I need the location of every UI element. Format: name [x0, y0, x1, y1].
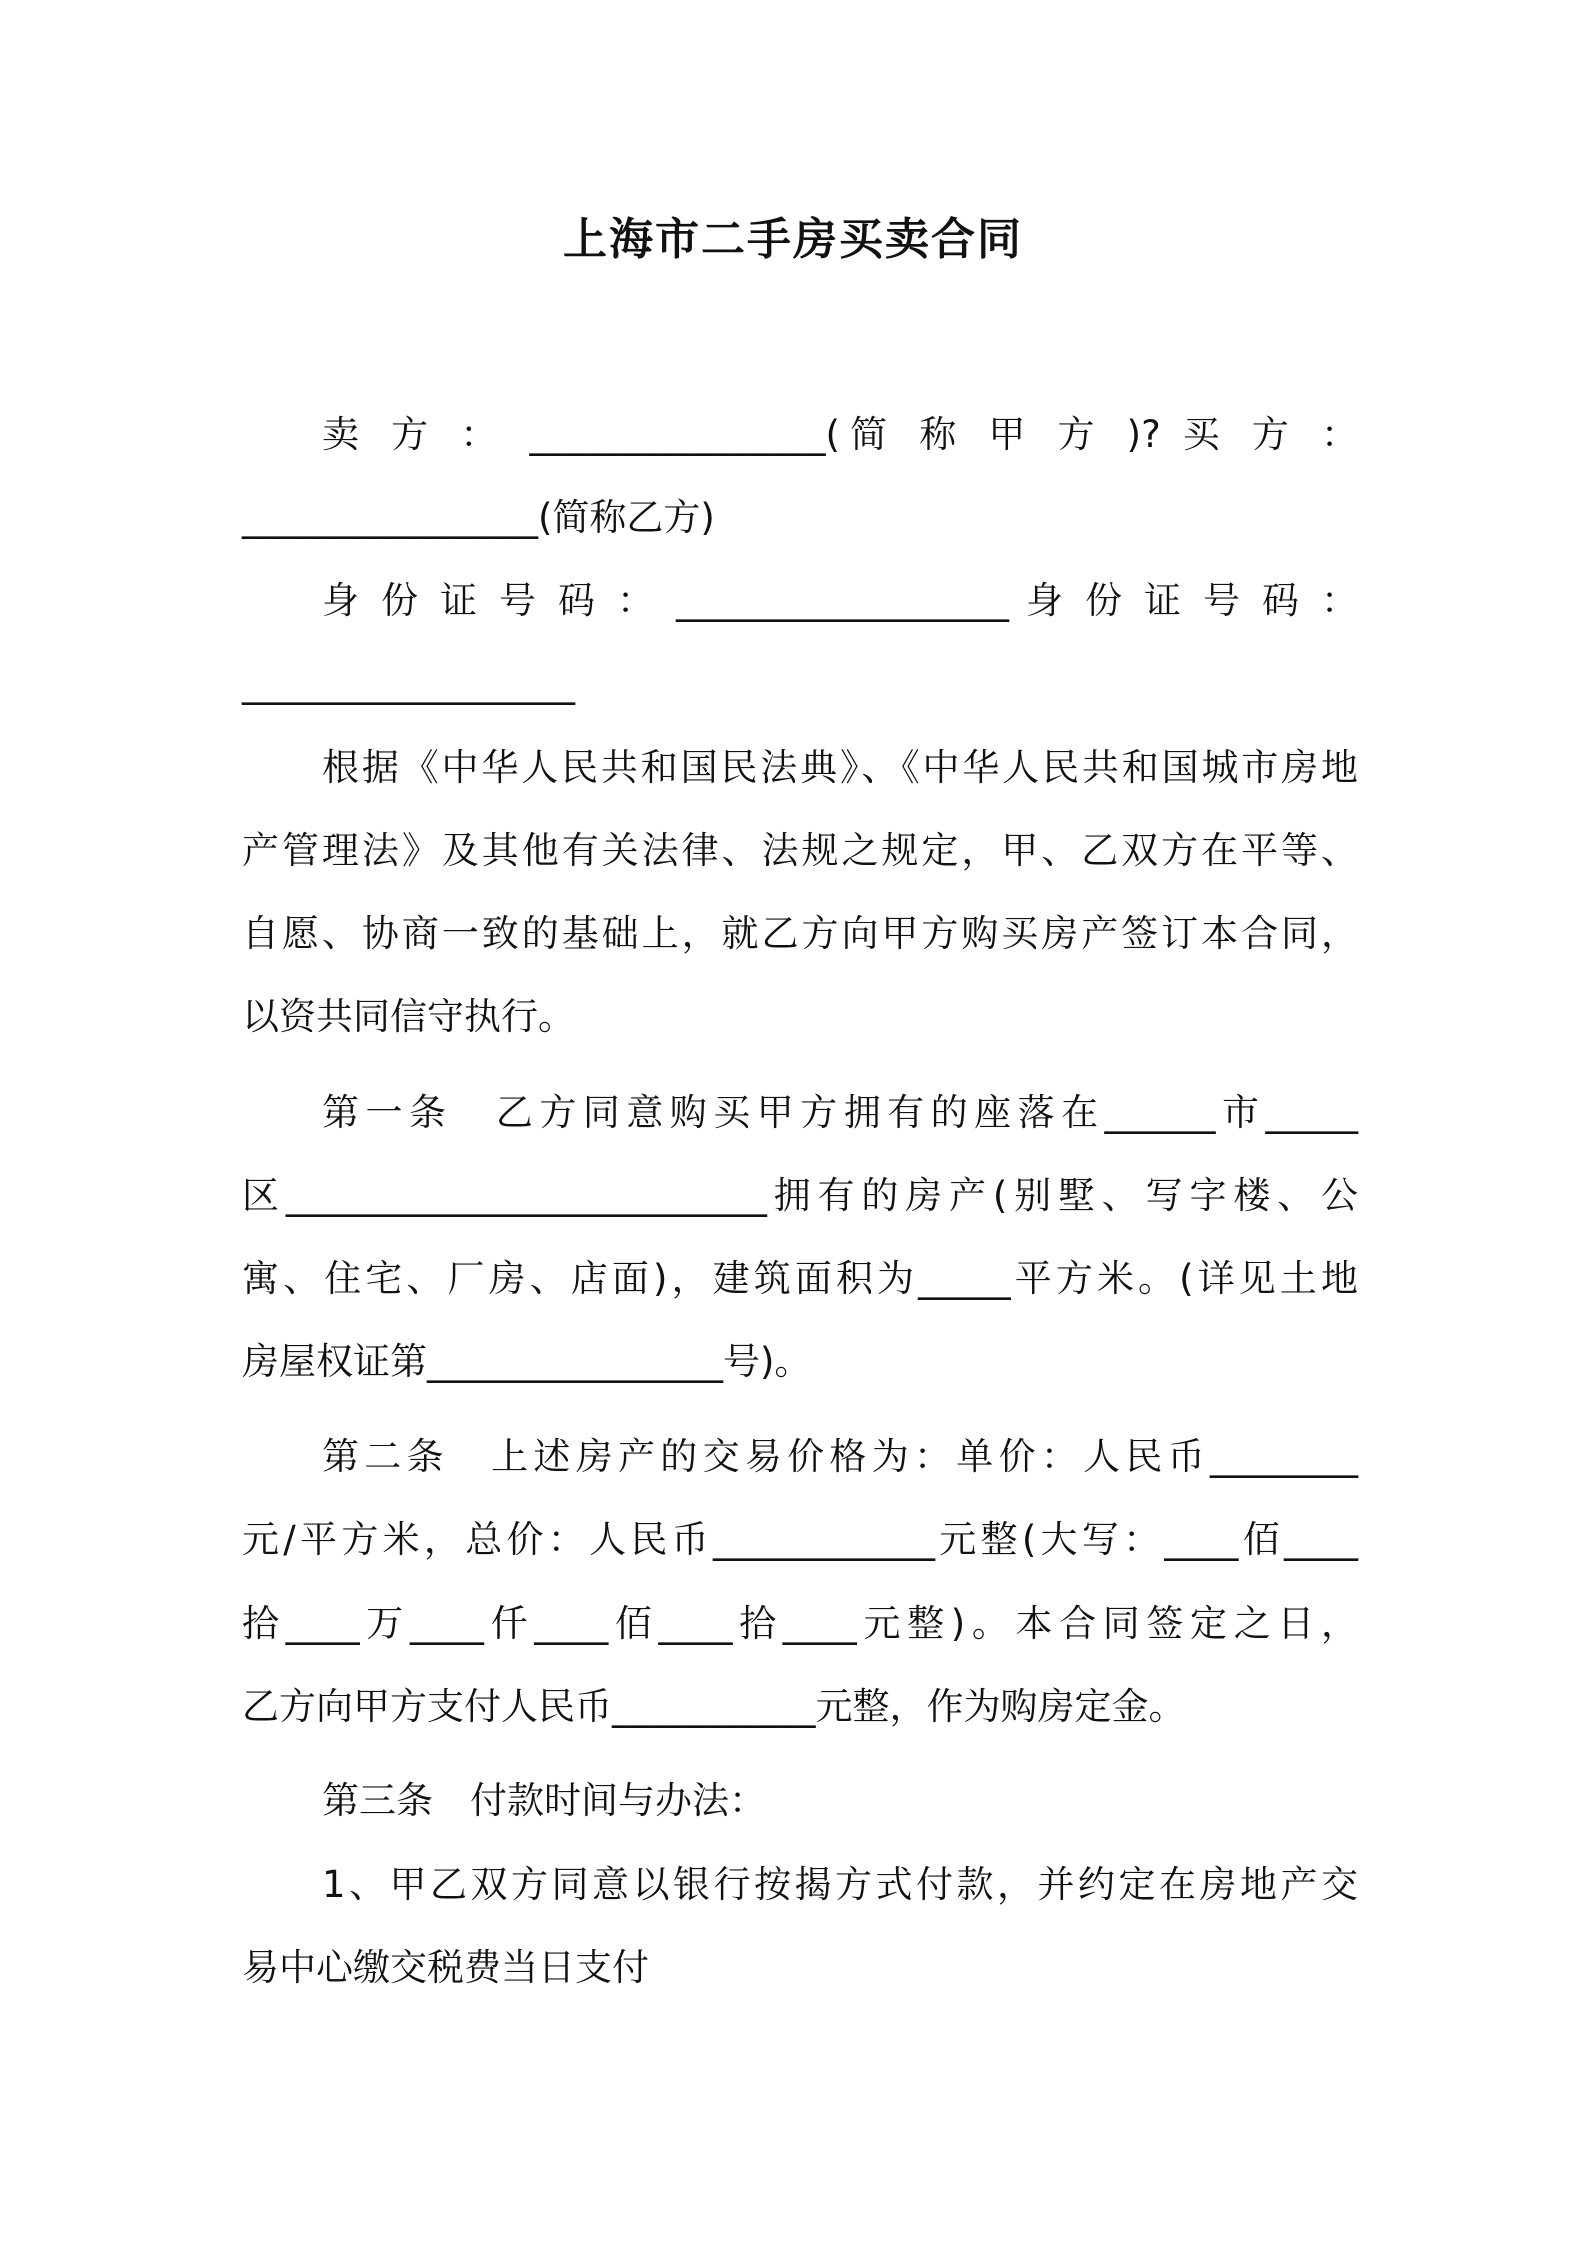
article-2-line-1: 第二条 上述房产的交易价格为：单价：人民币________ — [322, 1435, 1358, 1478]
article-1-line-1: 第一条 乙方同意购买甲方拥有的座落在______市_____ — [322, 1091, 1358, 1134]
buyer-abbrev-line: ________________(简称乙方) — [242, 496, 715, 539]
article-1-line-4: 房屋权证第________________号)。 — [242, 1340, 812, 1383]
preamble-line-3: 自愿、协商一致的基础上，就乙方向甲方购买房产签订本合同， — [242, 912, 1358, 955]
article-3-heading: 第三条 付款时间与办法： — [322, 1779, 766, 1822]
preamble-line-2: 产管理法》及其他有关法律、法规之规定，甲、乙双方在平等、 — [242, 829, 1358, 872]
article-3-item-1-line-1: 1、甲乙双方同意以银行按揭方式付款，并约定在房地产交 — [322, 1863, 1358, 1906]
id-number-blank-line: __________________ — [242, 662, 575, 705]
article-1-line-2: 区__________________________拥有的房产(别墅、写字楼、公 — [242, 1174, 1358, 1217]
article-2-line-2: 元/平方米，总价：人民币____________元整(大写：____佰____ — [242, 1518, 1358, 1561]
id-number-line: 身 份 证 号 码 ： __________________ 身 份 证 号 码 ： — [322, 579, 1358, 622]
preamble-line-1: 根据《中华人民共和国民法典》、《中华人民共和国城市房地 — [322, 746, 1358, 789]
article-2-line-4: 乙方向甲方支付人民币___________元整，作为购房定金。 — [242, 1685, 1186, 1728]
document-title: 上海市二手房买卖合同 — [563, 214, 1023, 265]
article-1-line-3: 寓、住宅、厂房、店面)，建筑面积为_____平方米。(详见土地 — [242, 1257, 1358, 1300]
article-3-item-1-line-2: 易中心缴交税费当日支付 — [242, 1946, 649, 1989]
preamble-line-4: 以资共同信守执行。 — [242, 995, 575, 1038]
article-2-line-3: 拾____万____仟____佰____拾____元整)。本合同签定之日， — [242, 1602, 1358, 1645]
seller-buyer-line: 卖 方 ： ________________(简 称 甲 方 )? 买 方 ： — [322, 413, 1358, 456]
